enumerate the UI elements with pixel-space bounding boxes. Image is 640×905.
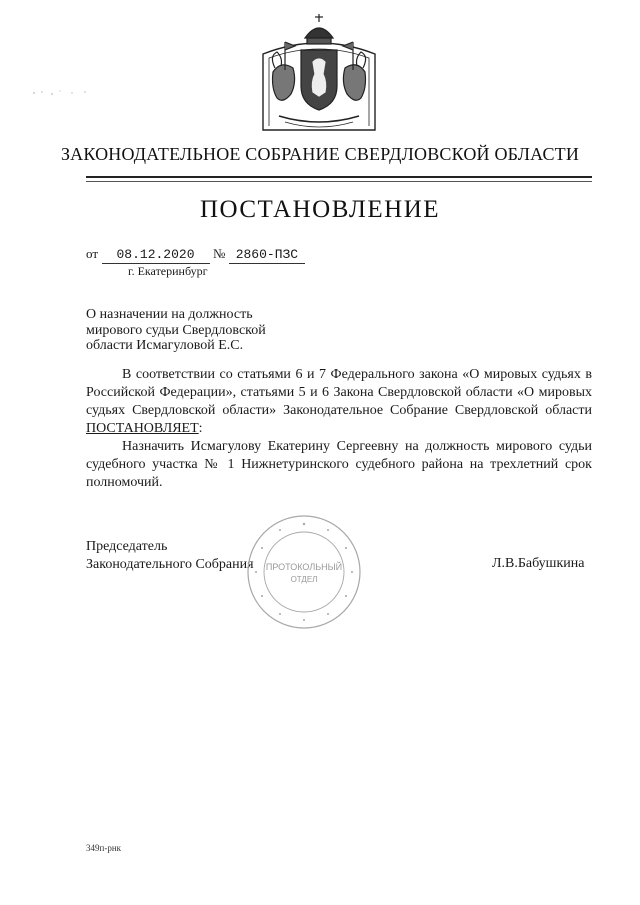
city-label: г. Екатеринбург — [128, 264, 208, 278]
scan-noise-marks — [30, 86, 100, 98]
subject-line: мирового судьи Свердловской — [86, 322, 266, 338]
round-stamp — [244, 512, 364, 632]
body-paragraph-text: В соответствии со статьями 6 и 7 Федерального закона «О мировых судьях в Российской Федерации», статьями 5 и 6 Закона Свердловской области «О мировых судьях Свердловской области» Законодательное Собрание Свердловской области — [86, 367, 592, 418]
signatory-title — [86, 538, 254, 574]
number-label: № — [213, 246, 226, 261]
document-type-title: ПОСТАНОВЛЕНИЕ — [199, 196, 441, 223]
signatory-name: Л.В.Бабушкина — [492, 556, 585, 571]
body-paragraph — [86, 366, 592, 438]
body-paragraph-end: : — [198, 421, 203, 436]
header-rule-thin — [86, 181, 592, 182]
header-rule-thick — [86, 176, 592, 178]
body-paragraph: Назначить Исмагулову Екатерину Сергеевну на должность мирового судьи судебного участка № 1 Нижнетуринского судебного района на трехлетний срок полномочий. — [86, 439, 592, 490]
organization-name: ЗАКОНОДАТЕЛЬНОЕ СОБРАНИЕ СВЕРДЛОВСКОЙ ОБЛАСТИ — [60, 144, 580, 164]
footer-registry-code: 349п-рнк — [86, 843, 122, 853]
subject-line: О назначении на должность — [86, 307, 253, 322]
resolves-keyword: ПОСТАНОВЛЯЕТ — [86, 421, 199, 436]
document-subject — [86, 307, 346, 354]
document-date: 08.12.2020 — [102, 247, 210, 264]
signatory-title-line: Председатель — [86, 539, 168, 554]
signatory-title-line: Законодательного Собрания — [86, 557, 254, 572]
document-number: 2860-ПЗС — [229, 247, 305, 264]
stamp-text: ОТДЕЛ — [290, 575, 318, 584]
coat-of-arms-emblem — [255, 12, 383, 134]
date-number-line — [86, 246, 305, 264]
subject-line: области Исмагуловой Е.С. — [86, 338, 244, 353]
date-label: от — [86, 246, 99, 261]
document-body — [86, 366, 592, 492]
stamp-text: ПРОТОКОЛЬНЫЙ — [265, 562, 343, 572]
